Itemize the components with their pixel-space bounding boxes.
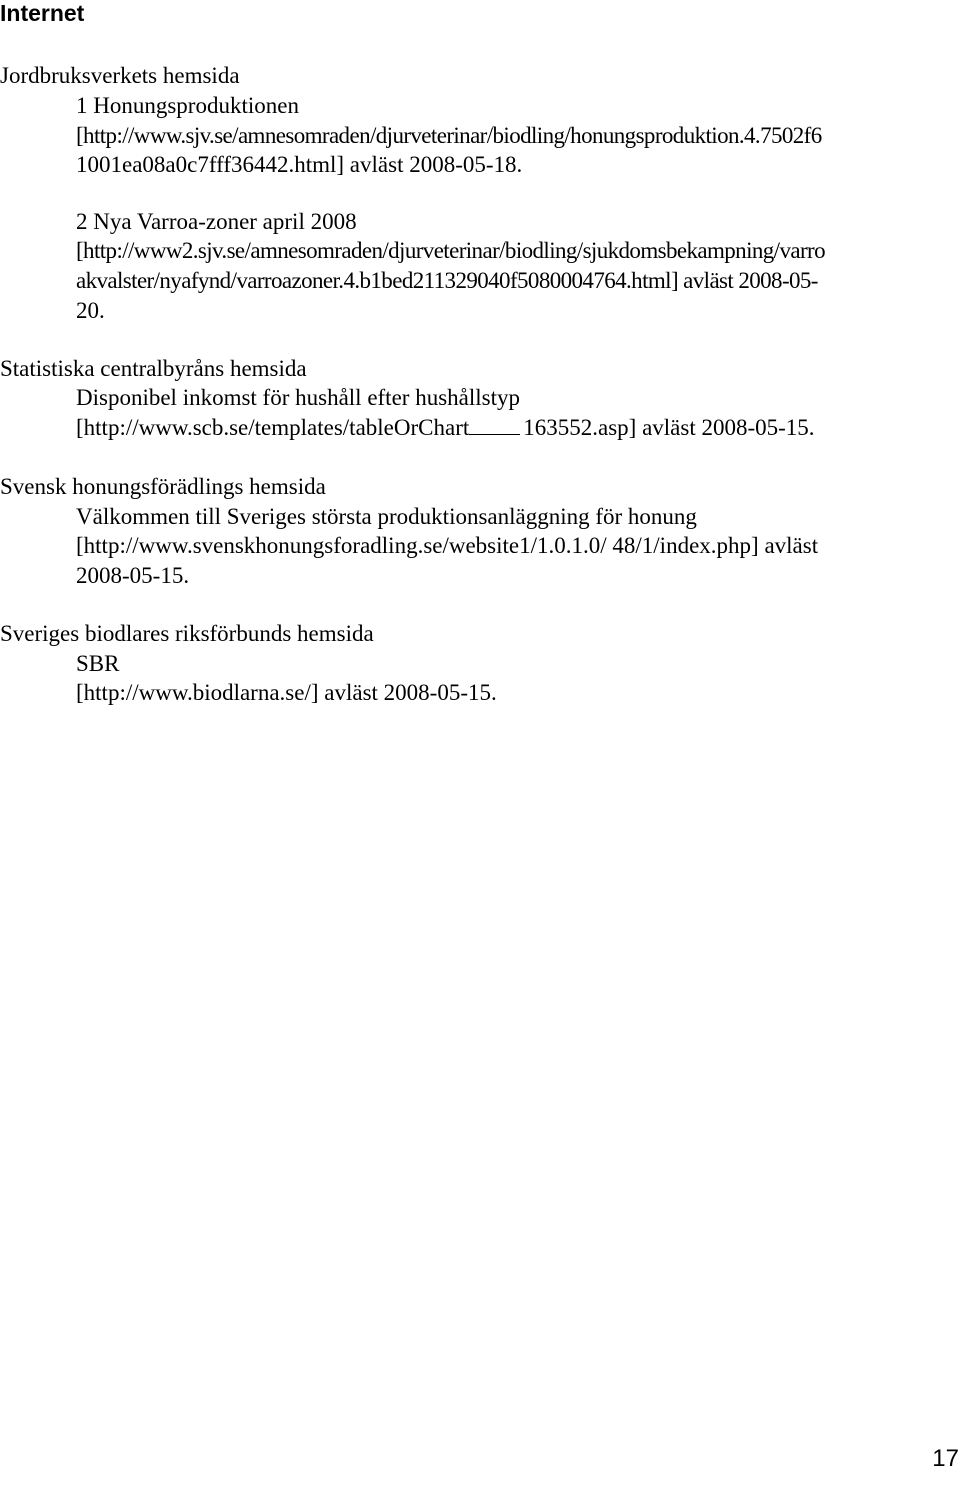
entry-url-line: [http://www.biodlarna.se/] avläst 2008-05-15.: [76, 680, 497, 705]
entry-url-line: [http://www.svenskhonungsforadling.se/website1/1.0.1.0/ 48/1/index.php] avläst: [76, 533, 819, 558]
entry-title: Disponibel inkomst för hushåll efter hushållstyp: [76, 385, 520, 410]
source-name: Jordbruksverkets hemsida: [0, 63, 240, 88]
source-name: Statistiska centralbyråns hemsida: [0, 356, 307, 381]
page-number: 17: [932, 1445, 959, 1472]
entry-title: Välkommen till Sveriges största produktionsanläggning för honung: [76, 504, 697, 529]
entry-url-line: 2008-05-15.: [76, 563, 190, 588]
entry-url-line: 1001ea08a0c7fff36442.html] avläst 2008-05-18.: [76, 152, 523, 177]
source-name: Svensk honungsförädlings hemsida: [0, 474, 326, 499]
entry-url-line: [http://www.sjv.se/amnesomraden/djurveterinar/biodling/honungsproduktion.4.7502f6: [76, 123, 822, 148]
url-end: 163552.asp] avläst 2008-05-15.: [523, 415, 815, 440]
section-heading: Internet: [0, 0, 85, 26]
url-start: [http://www.scb.se/templates/tableOrChart: [76, 415, 470, 440]
entry-url-line: [http://www2.sjv.se/amnesomraden/djurveterinar/biodling/sjukdomsbekampning/varro: [76, 238, 825, 263]
entry-title: SBR: [76, 651, 120, 676]
entry-url-line: akvalster/nyafynd/varroazoner.4.b1bed211329040f5080004764.html] avläst 2008-05-: [76, 268, 818, 293]
entry-title: 1 Honungsproduktionen: [76, 93, 299, 118]
source-name: Sveriges biodlares riksförbunds hemsida: [0, 621, 374, 646]
underline-gap: [469, 413, 520, 435]
entry-title: 2 Nya Varroa-zoner april 2008: [76, 209, 357, 234]
entry-url-line: [76, 413, 815, 443]
entry-url-line: 20.: [76, 298, 105, 323]
